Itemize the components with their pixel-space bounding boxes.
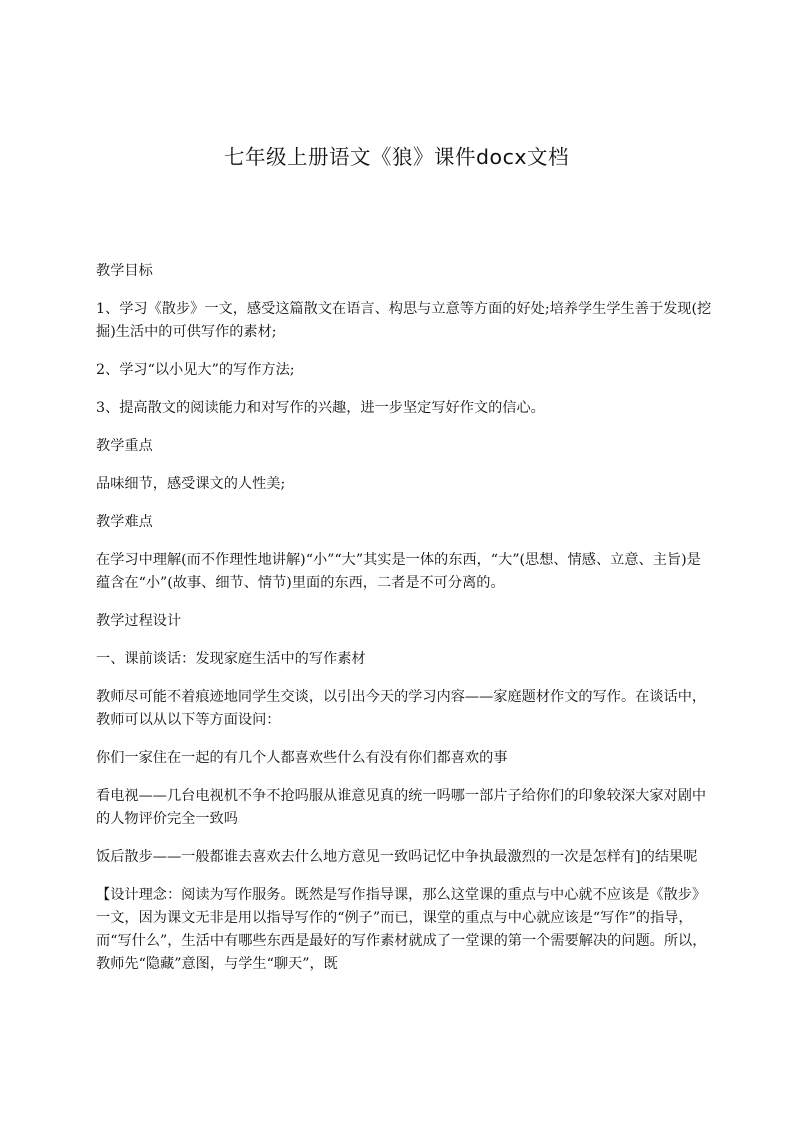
paragraph-goal-3: 3、提高散文的阅读能力和对写作的兴趣，进一步坚定写好作文的信心。 [96,400,545,416]
paragraph-question-family: 你们一家住在一起的有几个人都喜欢些什么有没有你们都喜欢的事 [96,750,508,766]
heading-teaching-difficulty: 教学难点 [96,514,153,530]
document-body [96,260,712,991]
paragraph-section-1: 一、课前谈话：发现家庭生活中的写作素材 [96,651,366,667]
heading-teaching-focus: 教学重点 [96,438,153,454]
paragraph-design-concept: 【设计理念：阅读为写作服务。既然是写作指导课，那么这堂课的重点与中心就不应该是《散步》一文，因为课文无非是用以指导写作的“例子”而已，课堂的重点与中心就应该是“写作”的指导，而“写什么”，生活中有哪些东西是最好的写作素材就成了一堂课的第一个需要解决的问题。所以，教师先“隐藏”意图，与学生“聊天”，既 [96,887,707,972]
paragraph-goal-2: 2、学习“以小见大”的写作方法; [96,362,295,378]
heading-process-design: 教学过程设计 [96,613,182,629]
paragraph-question-walk: 饭后散步——一般都谁去喜欢去什么地方意见一致吗记忆中争执最激烈的一次是怎样有]的结果呢 [96,849,698,865]
paragraph-question-tv: 看电视——几台电视机不争不抢吗服从谁意见真的统一吗哪一部片子给你们的印象较深大家对剧中的人物评价完全一致吗 [96,788,707,827]
paragraph-teacher-talk: 教师尽可能不着痕迹地同学生交谈，以引出今天的学习内容——家庭题材作文的写作。在谈话中，教师可以从以下等方面设问： [96,689,707,728]
paragraph-difficulty: 在学习中理解(而不作理性地讲解)“小”“大”其实是一体的东西，“大”(思想、情感、立意、主旨)是蕴含在“小”(故事、细节、情节)里面的东西，二者是不可分离的。 [96,552,701,591]
paragraph-goal-1: 1、学习《散步》一文，感受这篇散文在语言、构思与立意等方面的好处;培养学生学生善于发现(挖掘)生活中的可供写作的素材; [96,301,712,340]
document-title: 七年级上册语文《狼》课件docx文档 [224,145,569,169]
paragraph-focus: 品味细节，感受课文的人性美; [96,476,286,492]
heading-teaching-goals: 教学目标 [96,263,153,279]
